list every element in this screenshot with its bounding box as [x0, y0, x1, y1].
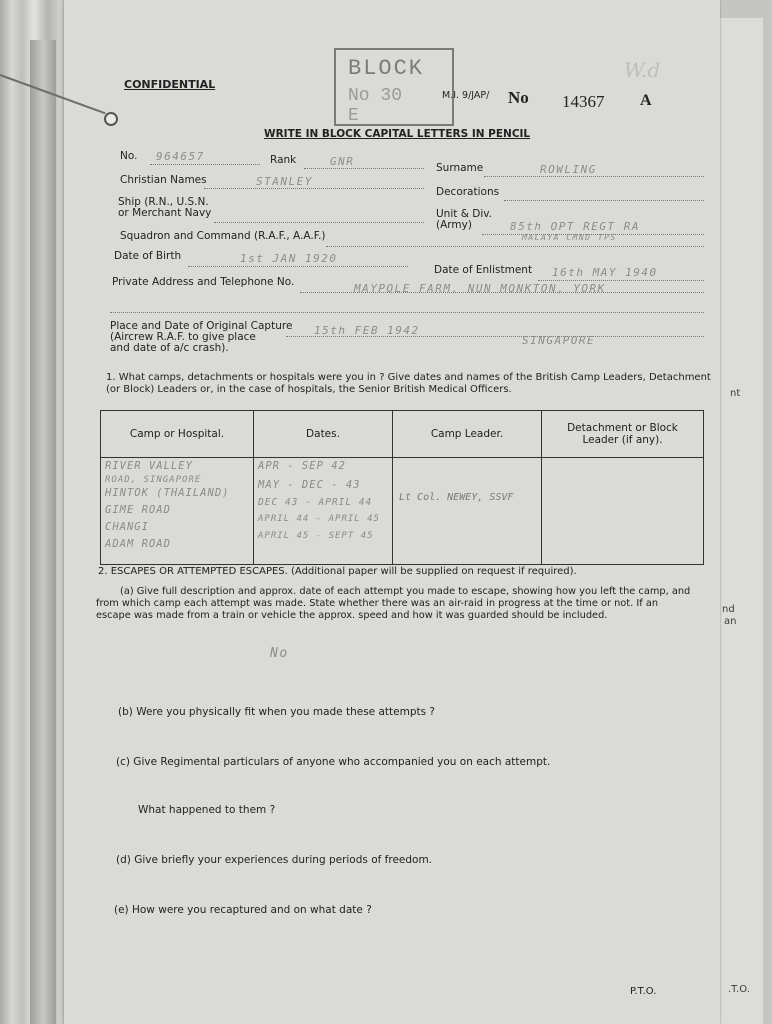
date-entry: APRIL 44 - APRIL 45 — [258, 514, 380, 524]
ship-label: Ship (R.N., U.S.N. — [118, 196, 209, 208]
camps-cell — [101, 458, 254, 565]
decorations-line — [504, 200, 704, 201]
q2-heading: 2. ESCAPES OR ATTEMPTED ESCAPES. (Additional paper will be supplied on request if required). — [98, 566, 577, 577]
rank-label: Rank — [270, 154, 297, 166]
squadron-line — [326, 246, 704, 247]
q2a-answer: No — [270, 646, 289, 661]
date-entry: APRIL 45 - SEPT 45 — [258, 531, 374, 541]
camp-entry: HINTOK (THAILAND) — [105, 487, 230, 499]
ref-label: M.I. 9/JAP/ — [442, 90, 490, 101]
rank-value: GNR — [330, 155, 355, 168]
squadron-label: Squadron and Command (R.A.F., A.A.F.) — [120, 230, 326, 242]
detachment-leader-header: Detachment or Block Leader (if any). — [542, 411, 704, 458]
enlistment-line — [538, 280, 704, 281]
q2d-text: (d) Give briefly your experiences during periods of freedom. — [116, 854, 433, 866]
address-line-2 — [110, 312, 704, 313]
christian-names-value: STANLEY — [256, 175, 313, 188]
dob-label: Date of Birth — [114, 250, 182, 262]
surname-label: Surname — [436, 162, 484, 174]
no-field-value: 964657 — [156, 150, 205, 163]
q2a-text-3: escape was made from a train or vehicle the approx. speed and how it was guarded should be included. — [96, 610, 608, 621]
date-entry: DEC 43 - APRIL 44 — [258, 497, 373, 508]
enlistment-value: 16th MAY 1940 — [552, 266, 658, 279]
camp-leader-entry: Lt Col. NEWEY, SSVF — [399, 492, 514, 503]
stamp-letter: E — [348, 106, 359, 126]
underlying-text: nt — [730, 388, 741, 399]
no-field-line — [150, 164, 260, 165]
q2a-text: (a) Give full description and approx. date of each attempt you made to escape, showing how you left the camp, and — [120, 586, 691, 597]
q2e-text: (e) How were you recaptured and on what date ? — [114, 904, 372, 916]
form-heading: WRITE IN BLOCK CAPITAL LETTERS IN PENCIL — [264, 128, 531, 140]
camp-entry: ROAD, SINGAPORE — [105, 475, 202, 485]
camp-entry: ADAM ROAD — [105, 538, 171, 550]
camp-entry: RIVER VALLEY — [105, 460, 193, 472]
camp-entry: GIME ROAD — [105, 504, 171, 516]
surname-line — [484, 176, 704, 177]
pto-label: P.T.O. — [630, 986, 657, 997]
camps-table-header — [101, 411, 704, 458]
q1-text-2: (or Block) Leaders or, in the case of hospitals, the Senior British Medical Officers. — [106, 384, 512, 395]
enlistment-label: Date of Enlistment — [434, 264, 533, 276]
leader-cell — [393, 458, 542, 565]
unit-label-2: (Army) — [436, 219, 472, 231]
address-label: Private Address and Telephone No. — [112, 276, 295, 288]
capture-label: Place and Date of Original Capture — [110, 320, 293, 332]
unit-value-2: MALAYA CMND TPS — [522, 233, 617, 242]
underlying-pto: .T.O. — [728, 984, 750, 995]
stamp-block-text: BLOCK — [348, 56, 425, 81]
decorations-label: Decorations — [436, 186, 500, 198]
form-sheet — [64, 0, 720, 1024]
pencil-annotation: W.d — [624, 58, 661, 82]
capture-date-value: 15th FEB 1942 — [314, 324, 420, 337]
punch-hole — [104, 112, 118, 126]
date-entry: APR - SEP 42 — [258, 460, 346, 472]
q2b-text: (b) Were you physically fit when you made these attempts ? — [118, 706, 435, 718]
surname-value: ROWLING — [540, 163, 597, 176]
underlying-text: an — [724, 616, 737, 627]
no-label: No — [508, 88, 529, 107]
table-row — [101, 458, 704, 565]
no-field-label: No. — [120, 150, 138, 162]
dates-cell — [254, 458, 393, 565]
christian-names-label: Christian Names — [120, 174, 207, 186]
ship-line — [214, 222, 424, 223]
dob-line — [188, 266, 408, 267]
camps-table — [100, 410, 704, 565]
binder-strip — [30, 40, 56, 1024]
dates-header: Dates. — [254, 411, 393, 458]
capture-place-value: SINGAPORE — [522, 334, 596, 347]
ship-label-2: or Merchant Navy — [118, 207, 212, 219]
unit-label: Unit & Div. — [436, 208, 492, 220]
underlying-text: nd — [722, 604, 735, 615]
unit-value: 85th OPT REGT RA — [510, 220, 640, 233]
q2c-followup: What happened to them ? — [138, 804, 276, 816]
q2c-text: (c) Give Regimental particulars of anyone who accompanied you on each attempt. — [116, 756, 551, 768]
date-entry: MAY - DEC - 43 — [258, 479, 361, 491]
dob-value: 1st JAN 1920 — [240, 252, 338, 265]
q2a-text-2: from which camp each attempt was made. State whether there was an air-raid in progress at the time or not. If an — [96, 598, 659, 609]
camp-header: Camp or Hospital. — [101, 411, 254, 458]
camp-leader-header: Camp Leader. — [393, 411, 542, 458]
q1-text: 1. What camps, detachments or hospitals were you in ? Give dates and names of the British Camp Leaders, Detachment — [106, 372, 711, 383]
address-value: MAYPOLE FARM, NUN MONKTON, YORK — [354, 282, 606, 295]
capture-label-3: and date of a/c crash). — [110, 342, 229, 354]
christian-names-line — [204, 188, 424, 189]
detachment-cell — [542, 458, 704, 565]
form-suffix: A — [640, 92, 652, 109]
capture-label-2: (Aircrew R.A.F. to give place — [110, 331, 256, 343]
rank-line — [304, 168, 424, 169]
camp-entry: CHANGI — [105, 521, 149, 533]
block-stamp — [334, 48, 454, 126]
stamp-number: No 30 — [348, 86, 403, 106]
confidential-label: CONFIDENTIAL — [124, 78, 216, 91]
form-number: 14367 — [562, 92, 605, 111]
